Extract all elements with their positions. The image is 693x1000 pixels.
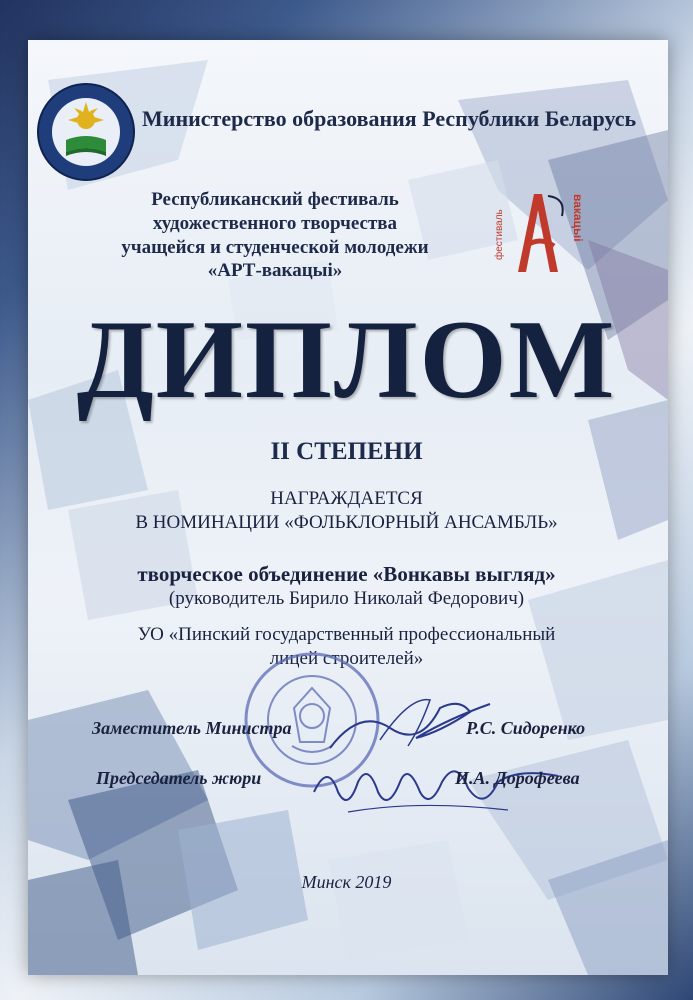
- institution-line: лицей строителей»: [269, 648, 424, 669]
- festival-line: Республиканский фестиваль: [151, 189, 399, 210]
- svg-text:фестиваль: фестиваль: [494, 209, 505, 260]
- recipient-leader: (руководитель Бирило Николай Федорович): [168, 588, 525, 609]
- signature-name: Р.С. Сидоренко: [466, 718, 586, 738]
- awarded-label: НАГРАЖДАЕТСЯ: [270, 488, 423, 509]
- city-year: Минск 2019: [301, 872, 392, 892]
- recipient-name: творческое объединение «Вонкавы выгляд»: [137, 562, 556, 586]
- festival-line: учащейся и студенческой молодежи: [121, 236, 429, 258]
- festival-title: [70, 188, 480, 283]
- signature-name: И.А. Дорофеева: [455, 768, 580, 788]
- svg-text:вакацыі: вакацыі: [571, 194, 585, 242]
- signature-role: Заместитель Министра: [92, 718, 292, 738]
- award-degree: II СТЕПЕНИ: [270, 438, 423, 465]
- festival-line: художественного творчества: [152, 212, 398, 234]
- diploma-title: ДИПЛОМ: [76, 298, 617, 422]
- ministry-emblem-icon: [36, 82, 136, 182]
- ministry-name: Министерство образования Республики Беларусь: [142, 106, 637, 131]
- festival-line: «АРТ-вакацыі»: [207, 260, 343, 282]
- signature-role: Председатель жюри: [96, 768, 262, 788]
- art-vakacyi-logo-icon: [494, 186, 585, 278]
- institution-line: УО «Пинский государственный профессиональный: [137, 624, 556, 645]
- nomination-text: В НОМИНАЦИИ «ФОЛЬКЛОРНЫЙ АНСАМБЛЬ»: [135, 512, 558, 533]
